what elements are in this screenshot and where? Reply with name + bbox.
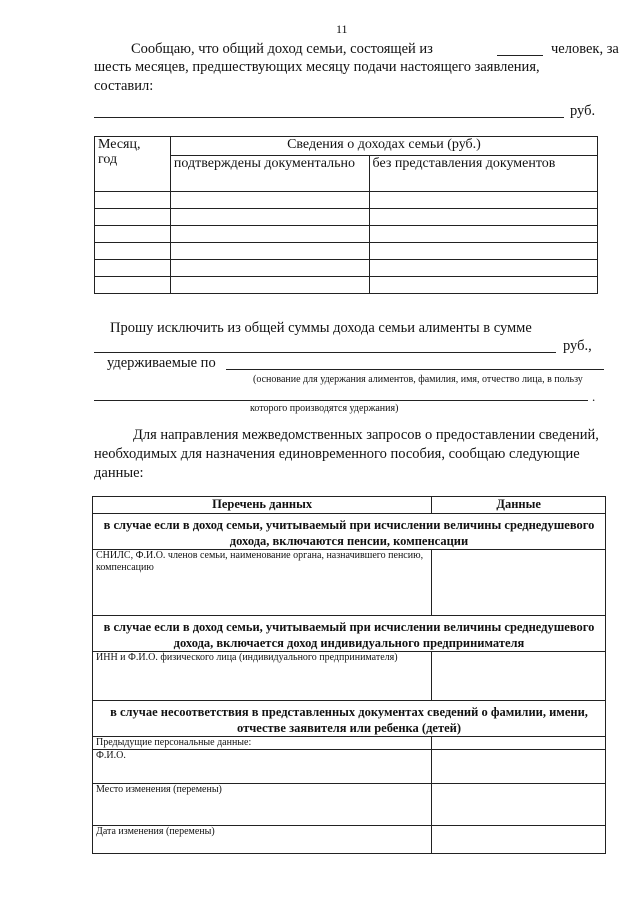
income-unconfirmed-cell[interactable] <box>369 277 598 294</box>
family-size-blank[interactable] <box>497 55 543 56</box>
date-data-cell[interactable] <box>432 826 606 854</box>
income-row <box>95 209 598 226</box>
section-pensions-title: в случае если в доход семьи, учитываемый при исчислении величины среднедушевого дохода, включаются пенсии, компенсации <box>93 514 606 550</box>
income-row <box>95 260 598 277</box>
income-unconfirmed-cell[interactable] <box>369 192 598 209</box>
intro-text-line3: составил: <box>94 78 154 94</box>
place-data-cell[interactable] <box>432 784 606 826</box>
income-month-cell[interactable] <box>95 260 171 277</box>
income-month-cell[interactable] <box>95 243 171 260</box>
section-name-change-item-place: Место изменения (перемены) <box>93 784 432 826</box>
income-confirmed-cell[interactable] <box>170 277 369 294</box>
income-row <box>95 192 598 209</box>
income-total-blank[interactable] <box>94 117 564 118</box>
income-table <box>94 136 598 294</box>
section-name-change-item-fio: Ф.И.О. <box>93 750 432 784</box>
section-entrepreneur-item: ИНН и Ф.И.О. физического лица (индивидуального предпринимателя) <box>93 652 432 701</box>
alimony-sum-blank[interactable] <box>94 352 556 353</box>
section-pensions-item: СНИЛС, Ф.И.О. членов семьи, наименование органа, назначившего пенсию, компенсацию <box>93 550 432 616</box>
section-pensions-data-cell[interactable] <box>432 550 606 616</box>
income-month-cell[interactable] <box>95 209 171 226</box>
income-confirmed-cell[interactable] <box>170 260 369 277</box>
section-name-change-item-date: Дата изменения (перемены) <box>93 826 432 854</box>
intro-text-line1: Сообщаю, что общий доход семьи, состоящей из <box>131 41 433 57</box>
income-month-cell[interactable] <box>95 226 171 243</box>
confirmed-header: подтверждены документально <box>170 156 369 192</box>
income-unconfirmed-cell[interactable] <box>369 226 598 243</box>
income-row <box>95 243 598 260</box>
interagency-text-line2: необходимых для назначения единовременного пособия, сообщаю следующие <box>94 446 580 462</box>
data-table <box>92 496 606 854</box>
income-month-cell[interactable] <box>95 192 171 209</box>
interagency-text-line1: Для направления межведомственных запросов о предоставлении сведений, <box>133 427 599 443</box>
fio-data-cell[interactable] <box>432 750 606 784</box>
income-confirmed-cell[interactable] <box>170 192 369 209</box>
alimony-rub-label: руб., <box>563 338 592 354</box>
data-values-header: Данные <box>432 497 606 514</box>
alimony-text: Прошу исключить из общей суммы дохода семьи алименты в сумме <box>110 320 532 336</box>
income-confirmed-cell[interactable] <box>170 209 369 226</box>
month-year-header: Месяц, год <box>95 137 171 192</box>
income-row <box>95 277 598 294</box>
income-group-header: Сведения о доходах семьи (руб.) <box>170 137 597 156</box>
withheld-basis-blank[interactable] <box>226 369 604 370</box>
withheld-dot: . <box>592 389 596 404</box>
intro-text-line2: шесть месяцев, предшествующих месяцу подачи настоящего заявления, <box>94 59 540 75</box>
intro-text-line1-end: человек, за <box>551 41 619 57</box>
previous-data-cell[interactable] <box>432 737 606 750</box>
income-month-cell[interactable] <box>95 277 171 294</box>
interagency-text-line3: данные: <box>94 465 144 481</box>
income-confirmed-cell[interactable] <box>170 226 369 243</box>
section-name-change-title: в случае несоответствия в представленных документах сведений о фамилии, имени, отчестве заявителя или ребенка (детей) <box>93 701 606 737</box>
section-entrepreneur-title: в случае если в доход семьи, учитываемый при исчислении величины среднедушевого дохода, включается доход индивидуального предпринимателя <box>93 616 606 652</box>
section-name-change-item-previous: Предыдущие персональные данные: <box>93 737 432 750</box>
unconfirmed-header: без представления документов <box>369 156 598 192</box>
income-unconfirmed-cell[interactable] <box>369 243 598 260</box>
withheld-hint-1: (основание для удержания алиментов, фамилия, имя, отчество лица, в пользу <box>253 374 583 385</box>
income-rub-label: руб. <box>570 103 596 119</box>
section-entrepreneur-data-cell[interactable] <box>432 652 606 701</box>
income-unconfirmed-cell[interactable] <box>369 260 598 277</box>
withheld-hint-2: которого производятся удержания) <box>250 403 399 414</box>
income-row <box>95 226 598 243</box>
data-list-header: Перечень данных <box>93 497 432 514</box>
withheld-basis-blank-2[interactable] <box>94 400 588 401</box>
income-confirmed-cell[interactable] <box>170 243 369 260</box>
withheld-label: удерживаемые по <box>107 355 216 371</box>
income-unconfirmed-cell[interactable] <box>369 209 598 226</box>
page-number: 11 <box>336 22 348 36</box>
